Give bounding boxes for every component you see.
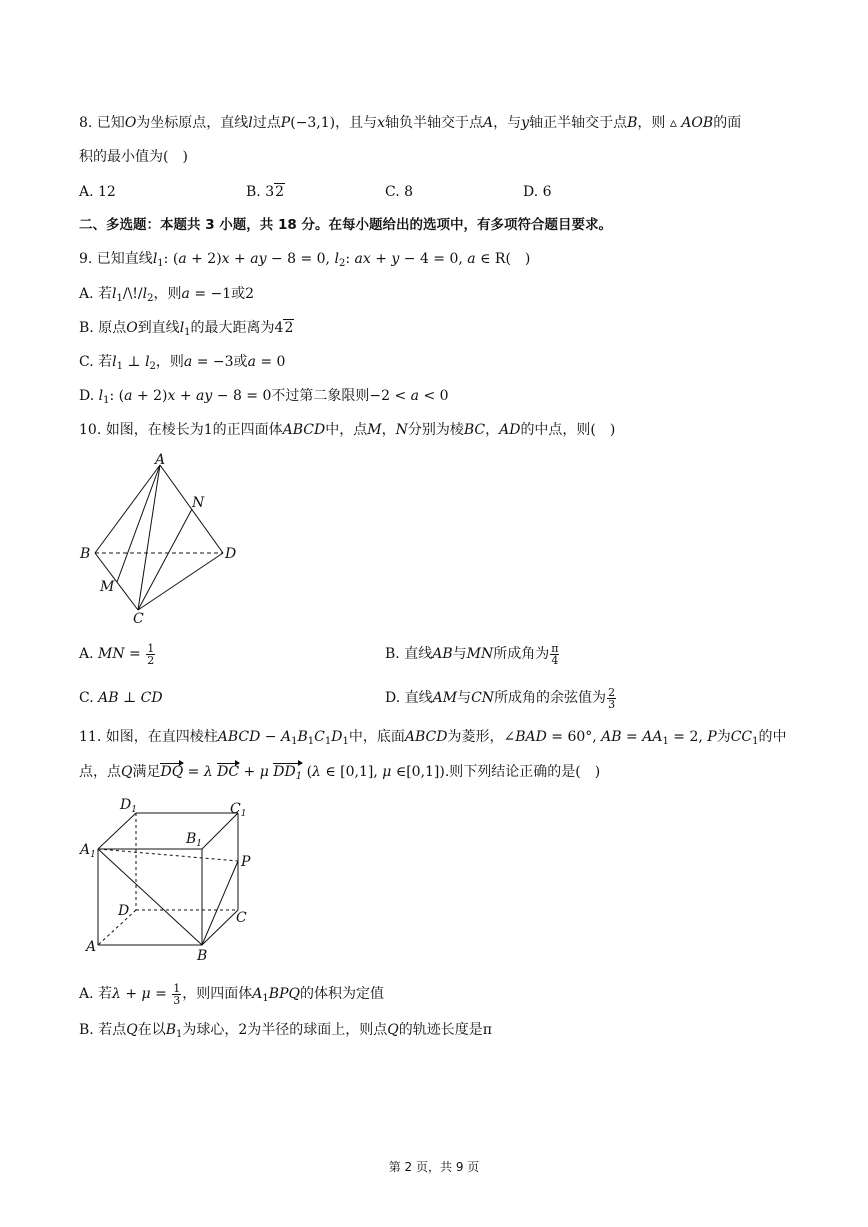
label-a: A <box>155 452 166 468</box>
label-a: A <box>86 939 97 955</box>
label-d: D <box>118 903 130 919</box>
q8-stem-line1: 8. 已知O为坐标原点，直线l过点P(−3,1)，且与x轴负半轴交于点A，与y轴正半轴交于点B，则 ▵ AOB的面 <box>79 115 742 131</box>
label-c: C <box>236 910 247 926</box>
q9-stem: 9. 已知直线$l_1$: (a + 2)x + ay − 8 = 0, $l_2$: ax + y − 4 = 0, a ∈ R( ) <box>79 251 531 269</box>
label-b: B <box>80 546 91 562</box>
label-b1: $B_1$ <box>186 831 203 849</box>
label-c1: $C_1$ <box>230 801 247 819</box>
q10-stem: 10. 如图，在棱长为1的正四面体ABCD中，点M，N分别为棱BC，AD的中点，则( ) <box>79 422 616 438</box>
q8-option-c: C. 8 <box>385 184 414 200</box>
tetrahedron-figure <box>75 450 250 625</box>
label-d: D <box>225 546 237 562</box>
label-c: C <box>133 611 144 625</box>
q10-option-d: D. 直线AM与CN所成角的余弦值为 $\frac{2}{3}$ <box>385 685 616 711</box>
label-p: P <box>241 854 251 870</box>
q8-option-b: B. 32 <box>246 184 285 200</box>
label-d1: $D_1$ <box>120 797 137 815</box>
q8-option-d: D. 6 <box>523 184 552 200</box>
q9-option-c: C. 若$l_1$ ⊥ $l_2$，则a = −3或a = 0 <box>79 354 286 372</box>
q9-option-a: A. 若$l_1/\backslash!/l_2$，则a = −1或2 <box>79 286 255 304</box>
q11-stem-line1: 11. 如图，在直四棱柱ABCD − $A_1B_1C_1D_1$中，底面ABCD为菱形，∠BAD = 60°, AB = $AA_1 = 2$, P为$CC_1$的中 <box>79 729 787 747</box>
q9-option-b: B. 原点O到直线$l_1$的最大距离为42 <box>79 320 294 338</box>
q10-option-c: C. AB ⊥ CD <box>79 690 163 706</box>
q8-option-a: A. 12 <box>79 184 116 200</box>
q11-stem-line2: 点，点Q满足DQ = λ DC + μ $DD_1$ (λ ∈ [0,1], μ ∈[0,1]).则下列结论正确的是( ) <box>79 762 600 787</box>
q8-stem-line2: 积的最小值为( ) <box>79 149 188 165</box>
q11-option-a: A. 若λ + μ = $\frac{1}{3}$ ，则四面体$A_1BPQ$的体积为定值 <box>79 981 384 1007</box>
page-footer: 第 2 页，共 9 页 <box>388 1160 480 1174</box>
section-heading: 二、多选题：本题共 3 小题，共 18 分。在每小题给出的选项中，有多项符合题目要求。 <box>79 217 612 233</box>
q10-option-a: A. MN = $\frac{1}{2}$ <box>79 641 155 667</box>
label-m: M <box>100 579 115 595</box>
label-a1: $A_1$ <box>80 842 96 860</box>
q10-option-b: B. 直线AB与MN所成角为 $\frac{\pi}{4}$ <box>385 641 559 667</box>
q9-option-d: D. $l_1$: (a + 2)x + ay − 8 = 0不过第二象限则−2 < a < 0 <box>79 388 449 406</box>
label-n: N <box>192 495 205 511</box>
label-b: B <box>197 948 208 964</box>
q11-option-b: B. 若点Q在以$B_1$为球心，2为半径的球面上，则点Q的轨迹长度是π <box>79 1022 492 1040</box>
prism-figure <box>78 793 263 968</box>
